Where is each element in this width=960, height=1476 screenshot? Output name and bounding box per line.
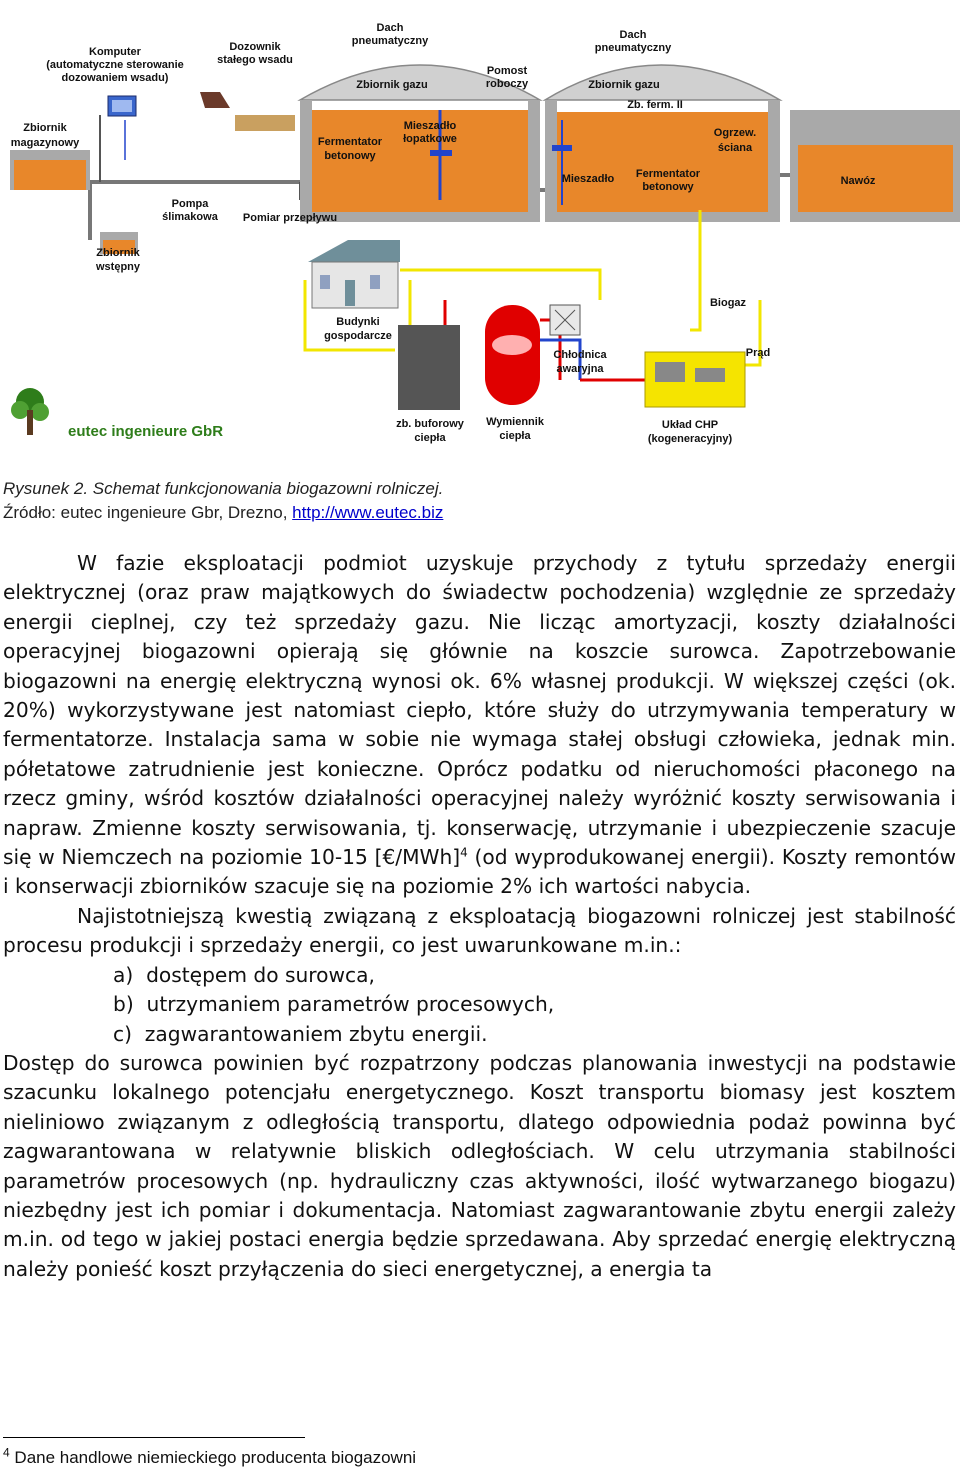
paragraph-1-tail: (od wyprodukowanej energii). Koszty remontów i konserwacji zbiorników szacuje się na poziomie 2% ich wartości nabycia.: [3, 845, 956, 899]
label-dach2-a: Dach: [619, 29, 647, 41]
label-chp1: Układ CHP: [661, 419, 719, 431]
figure-source: [3, 502, 443, 524]
source-link[interactable]: http://www.eutec.biz: [292, 503, 444, 522]
label-fermentator1-a: Fermentator: [317, 136, 383, 148]
label-chlodnica1: Chłodnica: [553, 349, 607, 361]
label-ogrzew1: Ogrzew.: [713, 127, 757, 139]
label-pompa1: Pompa: [171, 198, 209, 210]
conditions-list: [3, 961, 956, 1049]
label-dozownik2: stałego wsadu: [217, 54, 293, 66]
paragraph-1: [3, 549, 956, 902]
farm-building: [308, 240, 400, 308]
paragraph-1-text: W fazie eksploatacji podmiot uzyskuje przychody z tytułu sprzedaży energii elektrycznej (oraz praw majątkowych do świadectw pochodzenia) względnie ze sprzedaży energii cieplnej, czy też sprzedaży gazu. Nie licząc amortyzacji, koszty działalności operacyjnej biogazowni opierają się głównie na koszcie surowca. Zapotrzebowanie biogazowni na energię elektryczną wynosi ok. 6% własnej produkcji. W większej części (ok. 20%) wykorzystywane jest natomiast ciepło, które służy do utrzymywania temperatury w fermentatorze. Instalacja sama w sobie nie wymaga stałej obsługi człowieka, jednak min. półetatowe zatrudnienie jest konieczne. Oprócz podatku od nieruchomości płaconego na rzecz gminy, wśród kosztów działalności operacyjnej należy wyróżnić koszty serwisowania i napraw. Zmienne koszty serwisowania, tj. konserwację, utrzymanie i ubezpieczenie szacuje się w Niemczech na poziomie 10-15 [€/MWh]: [3, 551, 956, 870]
chp-unit: [645, 352, 745, 407]
label-budynki2: gospodarcze: [324, 330, 392, 342]
label-komputer-sub1: (automatyczne sterowanie: [46, 59, 184, 71]
buffer-tank: [398, 325, 460, 410]
footnote: [3, 1445, 417, 1468]
company-logo: [11, 388, 49, 435]
label-mieszadlo-lop2: łopatkowe: [403, 133, 457, 145]
storage-tank: [10, 150, 90, 190]
heat-exchanger: [485, 305, 540, 405]
list-item: b) utrzymaniem parametrów procesowych,: [113, 992, 555, 1017]
list-item: a) dostępem do surowca,: [113, 962, 375, 987]
footnote-text: Dane handlowe niemieckiego producenta biogazowni: [9, 1448, 417, 1467]
label-komputer-sub2: dozowaniem wsadu): [61, 72, 169, 84]
label-chlodnica2: awaryjna: [556, 363, 604, 375]
logo-text: eutec ingenieure GbR: [68, 423, 224, 440]
label-pompa2: ślimakowa: [162, 211, 218, 223]
label-komputer: Komputer: [89, 46, 141, 58]
label-pomost1: Pomost: [486, 65, 528, 77]
figure-caption: Rysunek 2. Schemat funkcjonowania biogazowni rolniczej.: [3, 479, 444, 498]
label-chp2: (kogeneracyjny): [647, 433, 733, 445]
label-dach1-a: Dach: [376, 22, 404, 34]
label-zbiornik-gazu-2: Zbiornik gazu: [588, 79, 660, 91]
label-zbiornik-wst1: Zbiornik: [96, 247, 140, 259]
label-ogrzew2: ściana: [717, 142, 753, 154]
label-dach1-b: pneumatyczny: [351, 35, 429, 47]
source-text: Źródło: eutec ingenieure Gbr, Drezno,: [3, 503, 293, 522]
list-item: c) zagwarantowaniem zbytu energii.: [113, 1021, 488, 1046]
label-biogaz: Biogaz: [709, 297, 747, 309]
label-zbiornik-gazu-1: Zbiornik gazu: [356, 79, 428, 91]
label-fermentator2-a: Fermentator: [635, 168, 701, 180]
label-dach2-b: pneumatyczny: [594, 42, 672, 54]
label-wymiennik1: Wymiennik: [486, 416, 544, 428]
label-budynki1: Budynki: [336, 316, 380, 328]
label-zb-buf1: zb. buforowy: [396, 418, 464, 430]
label-prad: Prąd: [745, 347, 771, 359]
footnote-separator: [3, 1437, 305, 1438]
label-mieszadlo-lop1: Mieszadło: [403, 120, 457, 132]
paragraph-3: Dostęp do surowca powinien być rozpatrzony podczas planowania inwestycji na podstawie szacunku lokalnego potencjału energetycznego. Koszt transportu biomasy jest kosztem nieliniowo związanym z odległością transportu, dlatego odpowiednia podaż powinna być zagwarantowana w relatywnie bliskich odległościach. W celu utrzymania stabilności parametrów procesowych (np. hydrauliczny czas aktywności, ilość wytwarzanego biogazu) niezbędny jest ich pomiar i dokumentacja. Natomiast zagwarantowanie zbytu energii zależy m.in. od tego w jakiej postaci energia będzie sprzedawana. Aby sprzedać energię elektryczną należy ponieść koszt przyłączenia do sieci energetycznej, a energia ta: [3, 1050, 956, 1281]
biogas-plant-diagram: [0, 0, 960, 460]
label-zb-buf2: ciepła: [414, 432, 446, 444]
label-nawoz: Nawóz: [840, 175, 876, 187]
label-zbiornik-wst2: wstępny: [95, 261, 141, 273]
label-pomost2: roboczy: [485, 78, 529, 90]
label-wymiennik2: ciepła: [499, 430, 531, 442]
heat-pipes: [445, 300, 650, 400]
footnote-mark: 4: [3, 1445, 10, 1460]
emergency-cooler: [550, 305, 580, 335]
label-fermentator2-b: betonowy: [642, 181, 694, 193]
fertilizer-tank: [790, 110, 960, 222]
label-mieszadlo: Mieszadło: [561, 173, 615, 185]
label-dozownik1: Dozownik: [229, 41, 281, 53]
label-zbiornik-mag2: magazynowy: [10, 137, 80, 149]
label-zb-ferm: Zb. ferm. II: [627, 99, 683, 111]
label-pomiar: Pomiar przepływu: [242, 212, 338, 224]
body-text: [3, 549, 956, 1284]
paragraph-2: Najistotniejszą kwestią związaną z eksploatacją biogazowni rolniczej jest stabilność procesu produkcji i sprzedaży energii, co jest uwarunkowane m.in.:: [3, 903, 956, 958]
label-zbiornik-mag1: Zbiornik: [23, 122, 67, 134]
footnote-ref[interactable]: 4: [460, 845, 468, 860]
solid-feeder: [200, 92, 295, 131]
label-fermentator1-b: betonowy: [324, 150, 376, 162]
computer-icon: [108, 96, 136, 116]
